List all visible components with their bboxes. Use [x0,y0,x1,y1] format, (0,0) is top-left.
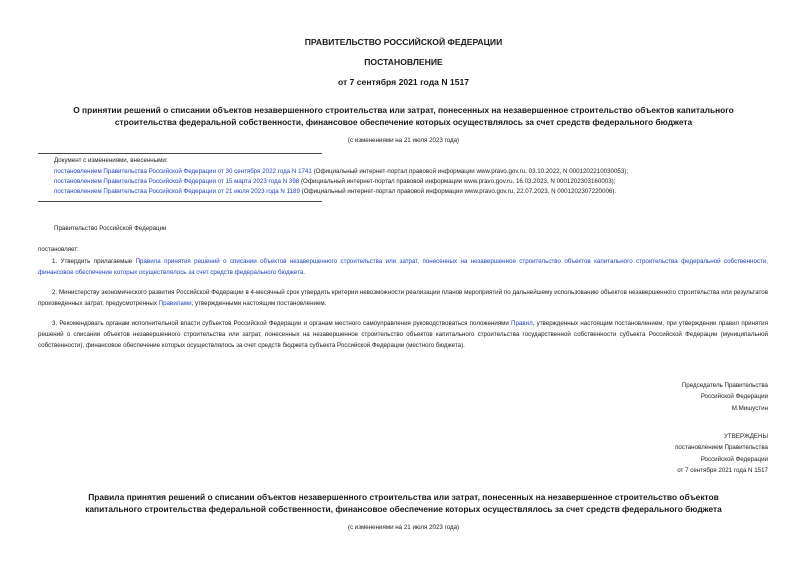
rules-link[interactable]: Правила принятия решений о списании объектов незавершенного строительства или затрат, понесенных на незавершенное строительство объектов капитального строительства федеральной собственности, финансовое обеспечение которых осуществлялось за счет средств федерального бюджета [38,258,768,276]
approved-block [675,431,768,476]
divider-top [38,153,322,154]
signature-name: М.Мишустин [731,404,768,412]
signature-country: Российской Федерации [700,393,768,401]
government-label: Правительство Российской Федерации [54,225,167,232]
decides-label: постановляет: [38,246,79,253]
amendment-link[interactable]: постановлением Правительства Российской Федерации от 30 сентября 2022 года N 1741 [54,168,312,175]
rules-changes-note: (с изменениями на 21 июля 2023 года) [347,524,460,531]
doc-type-heading: ПОСТАНОВЛЕНИЕ [364,57,443,67]
signature-block [682,380,768,414]
approved-date: от 7 сентября 2021 года N 1517 [677,466,768,474]
amendment-link[interactable]: постановлением Правительства Российской Федерации от 15 марта 2023 года N 398 [54,178,300,185]
paragraph-1: 1. Утвердить прилагаемые Правила принятия решений о списании объектов незавершенного строительства или затрат, понесенных на незавершенное строительство объектов капитального строительства федеральной собственности, финансовое обеспечение которых осуществлялось за счет средств федерального бюджета. [38,258,768,276]
rules-title-line-1: Правила принятия решений о списании объектов незавершенного строительства или затрат, понесенных на незавершенное строительство объектов [88,492,719,502]
rules-link-short[interactable]: Правил [511,320,533,327]
paragraph-2: 2. Министерству экономического развития Российской Федерации в 4-месячный срок утвердить критерии невозможности реализации планов мероприятий по дальнейшему использованию объектов незавершенного строительства или результатов произведенных затрат, предусмотренных Правилами, утвержденными настоящим постановлением. [38,289,768,307]
amendment-item: постановлением Правительства Российской Федерации от 15 марта 2023 года N 398 (Официальный интернет-портал правовой информации www.pravo.gov.ru, 16.03.2023, N 0001202303160003); [54,178,616,185]
amendments-intro: Документ с изменениями, внесенными: [54,157,168,164]
approved-by: постановлением Правительства [675,444,768,452]
document-title-line-2: строительства федеральной собственности, финансовое обеспечение которых осуществлялось за счет средств федерального бюджета [114,117,693,127]
changes-note: (с изменениями на 21 июля 2023 года) [347,137,460,144]
divider-bottom [38,201,322,202]
amendment-item: постановлением Правительства Российской Федерации от 21 июля 2023 года N 1189 (Официальный интернет-портал правовой информации www.pravo.gov.ru, 22.07.2023, N 0001202307220006). [54,188,617,195]
document-title-line-1: О принятии решений о списании объектов незавершенного строительства или затрат, понесенных на незавершенное строительство объектов капитального [73,105,734,115]
rules-link-short[interactable]: Правилами [158,300,192,307]
amendment-link[interactable]: постановлением Правительства Российской Федерации от 21 июля 2023 года N 1189 [54,188,300,195]
approved-country: Российской Федерации [700,455,768,463]
approved-label: УТВЕРЖДЕНЫ [724,433,768,440]
paragraph-3: 3. Рекомендовать органам исполнительной власти субъектов Российской Федерации и органам местного самоуправления руководствоваться положениями Правил, утвержденных настоящим постановлением, при утверждении правил принятия решений о списании объектов незавершенного строительства или затрат, понесенных на незавершенное строительство объектов капитального строительства государственной собственности субъекта Российской Федерации (муниципальной собственности), финансовое обеспечение которых осуществлялось за счет средств бюджета субъекта Российской Федерации (местного бюджета). [38,320,768,349]
amendment-item: постановлением Правительства Российской Федерации от 30 сентября 2022 года N 1741 (Официальный интернет-портал правовой информации www.pravo.gov.ru, 03.10.2022, N 0001202210030053); [54,168,629,175]
rules-title-line-2: капитального строительства федеральной собственности, финансовое обеспечение которых осуществлялось за счет средств федерального бюджета [85,504,722,514]
doc-date-heading: от 7 сентября 2021 года N 1517 [337,77,470,87]
government-heading: ПРАВИТЕЛЬСТВО РОССИЙСКОЙ ФЕДЕРАЦИИ [304,37,503,47]
signature-title: Председатель Правительства [681,382,768,389]
